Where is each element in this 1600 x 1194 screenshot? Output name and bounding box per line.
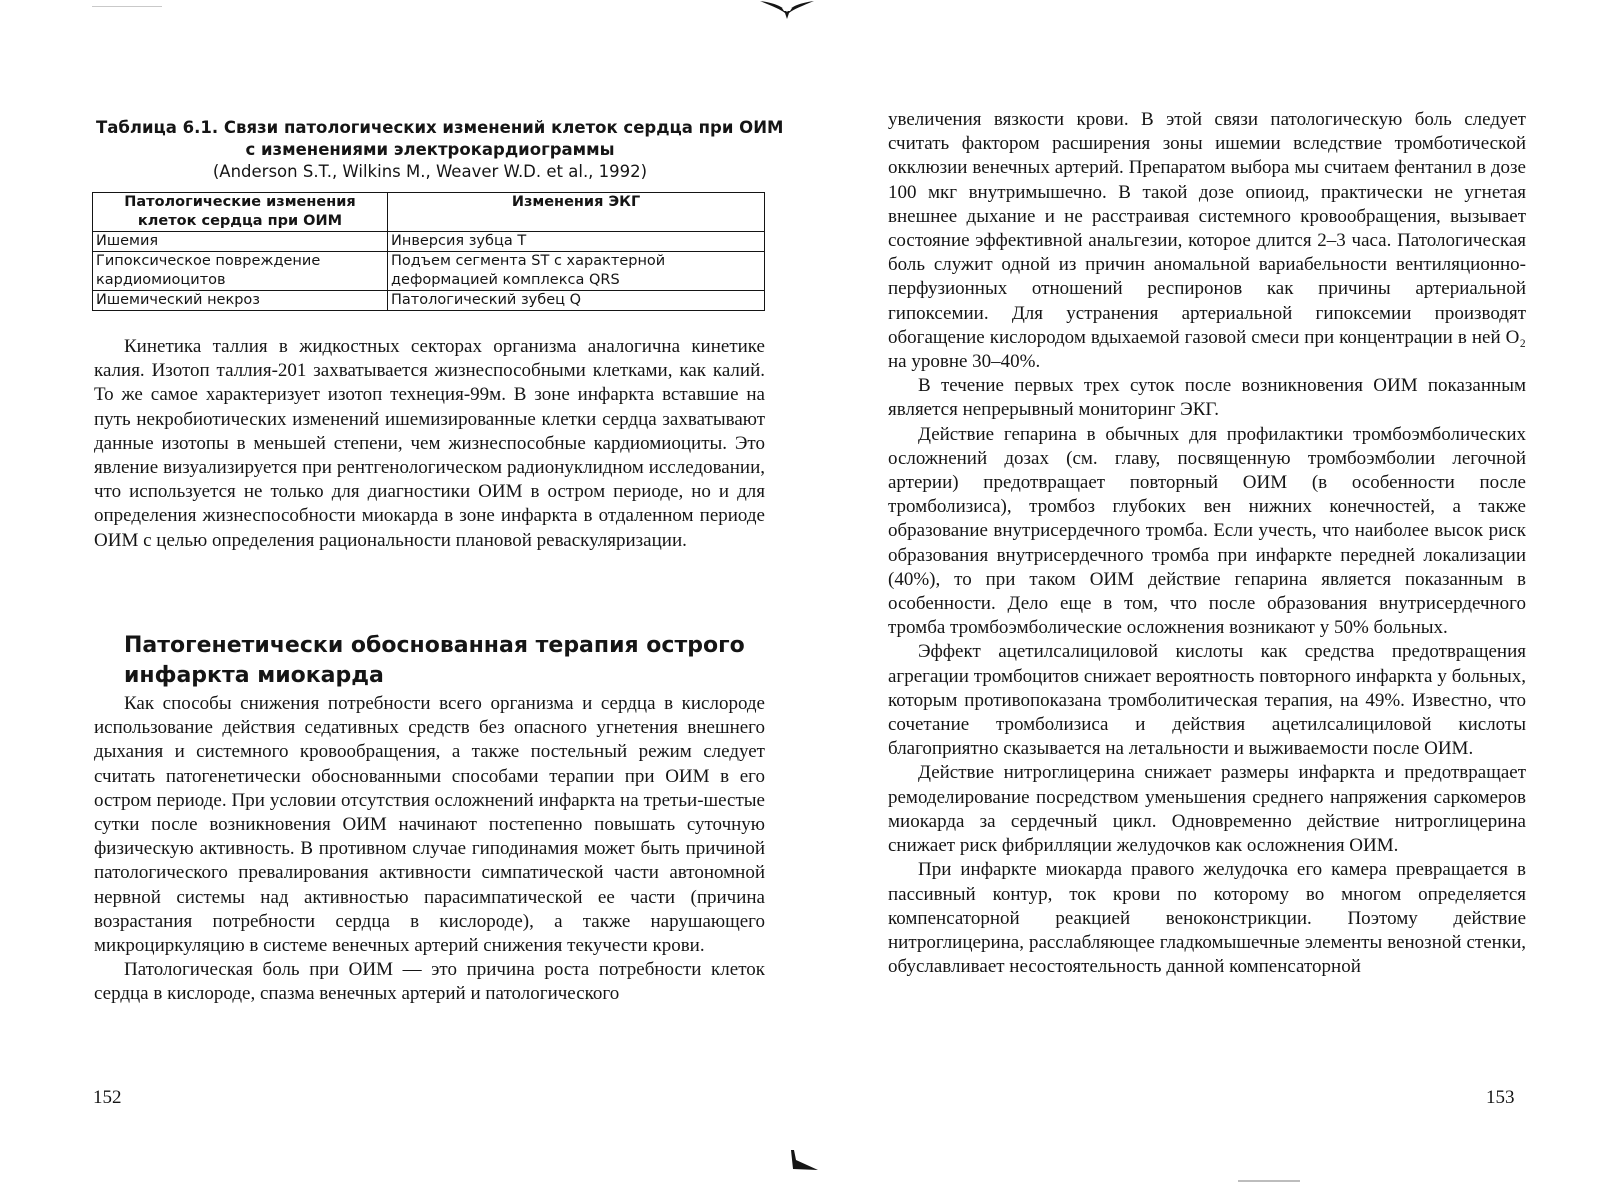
scan-smudge — [1238, 1180, 1300, 1182]
paragraph: Как способы снижения потребности всего организма и сердца в кислороде использование действия седативных средств без опасного угнетения внешнего дыхания и системного кровообращения, а также постельный режим следует считать патогенетически обоснованными способами терапии при ОИМ в его остром периоде. При условии отсутствия осложнений инфаркта на третьи-шестые сутки после возникновения ОИМ начинают постепенно повышать суточную физическую активность. В противном случае гиподинамия может быть причиной патологического превалирования активности симпатической части автономной нервной системы над активностью парасимпатической ее части (причина возрастания потребности сердца в кислороде), а также нарушающего микроциркуляцию в системе венечных артерий снижения текучести крови. — [94, 693, 765, 957]
left-body-text-top — [94, 335, 765, 553]
caption-line-2: с изменениями электрокардиограммы — [245, 140, 615, 159]
table-cell: Гипоксическое повреждение кардиомиоцитов — [93, 252, 388, 291]
paragraph: Действие гепарина в обычных для профилактики тромбоэмболических осложнений дозах (см. главу, посвященную тромбоэмболии легочной артерии) предотвращает повторный ОИМ (в особенности после тромболизиса), тромбоз глубоких вен нижних конечностей, а также образование внутрисердечного тромба. Если учесть, что наиболее высок риск образования внутрисердечного тромба при инфаркте передней локализации (40%), то при таком ОИМ действие гепарина является показанным в особенности. Дело еще в том, что после образования внутрисердечного тромба тромбоэмболические осложнения возникают у 50% больных. — [888, 423, 1526, 639]
arrow-ornament-icon — [790, 1150, 820, 1172]
paragraph: В течение первых трех суток после возникновения ОИМ показанным является непрерывный мониторинг ЭКГ. — [888, 375, 1526, 421]
table-caption — [96, 117, 784, 183]
table-cell: Инверсия зубца Т — [388, 232, 765, 252]
section-heading — [124, 631, 764, 691]
table-cell: Ишемический некроз — [93, 291, 388, 311]
table-row — [93, 232, 765, 252]
table-row — [93, 252, 765, 291]
table-header-cell: Изменения ЭКГ — [388, 193, 765, 232]
paragraph: Патологическая боль при ОИМ — это причина роста потребности клеток сердца в кислороде, спазма венечных артерий и патологического — [94, 959, 765, 1005]
bird-ornament-icon — [760, 0, 814, 20]
page-number-left: 152 — [93, 1087, 122, 1108]
paragraph: Эффект ацетилсалициловой кислоты как средства предотвращения агрегации тромбоцитов снижает вероятность повторного инфаркта у больных, которым противопоказана тромболитическая терапия, на 49%. Известно, что сочетание тромболизиса и действия ацетилсалициловой кислоты благоприятно сказывается на летальности и выживаемости после ОИМ. — [888, 641, 1526, 760]
left-body-text-bottom — [94, 692, 765, 1007]
table-cell: Подъем сегмента ST с характерной деформацией комплекса QRS — [388, 252, 765, 291]
paragraph: Действие нитроглицерина снижает размеры инфаркта и предотвращает ремоделирование посредством уменьшения среднего напряжения саркомеров миокарда за сердечный цикл. Одновременно действие нитроглицерина снижает риск фибрилляции желудочков как осложнения ОИМ. — [888, 762, 1526, 857]
table-header-cell: Патологические изменения клеток сердца при ОИМ — [93, 193, 388, 232]
table-row — [93, 291, 765, 311]
right-body-text — [888, 108, 1526, 979]
caption-source: (Anderson S.T., Wilkins M., Weaver W.D. et al., 1992) — [212, 162, 648, 181]
paragraph: Кинетика таллия в жидкостных секторах организма аналогична кинетике калия. Изотоп таллия-201 захватывается жизнеспособными клетками, как калий. То же самое характеризует изотоп технеция-99м. В зоне инфаркта вставшие на путь некробиотических изменений ишемизированные клетки сердца захватывают данные изотопы в меньшей степени, чем жизнеспособные кардиомиоциты. Это явление визуализируется при рентгенологическом радионуклидном исследовании, что используется не только для диагностики ОИМ в остром периоде, но и для определения жизнеспособности миокарда в зоне инфаркта в отдаленном периоде ОИМ с целью определения рациональности плановой реваскуляризации. — [94, 336, 765, 551]
page-number-right: 153 — [1486, 1087, 1515, 1108]
paragraph: увеличения вязкости крови. В этой связи патологическую боль следует считать фактором расширения зоны ишемии вследствие тромботической окклюзии венечных артерий. Препаратом выбора мы считаем фентанил в дозе 100 мкг внутримышечно. В такой дозе опиоид, практически не угнетая внешнее дыхание и не расстраивая системного кровообращения, вызывает состояние эффективной анальгезии, которое длится 2–3 часа. Патологическая боль служит одной из причин аномальной вариабельности вентиляционно-перфузионных отношений респиронов как причины артериальной гипоксемии. Для устранения артериальной гипоксемии производят обогащение кислородом вдыхаемой газовой смеси при концентрации в ней O₂ на уровне 30–40%. — [888, 109, 1526, 373]
scan-smudge — [92, 6, 162, 7]
paragraph: При инфаркте миокарда правого желудочка его камера превращается в пассивный контур, ток крови по которому во многом определяется компенсаторной реакцией веноконстрикции. Поэтому действие нитроглицерина, расслабляющее гладкомышечные элементы венозной стенки, обуславливает несостоятельность данной компенсаторной — [888, 859, 1526, 978]
table-cell: Патологический зубец Q — [388, 291, 765, 311]
table-header-row — [93, 193, 765, 232]
section-heading-line-1: Патогенетически обоснованная терапия острого — [124, 633, 745, 658]
section-heading-line-2: инфаркта миокарда — [124, 663, 384, 688]
caption-line-1: Таблица 6.1. Связи патологических изменений клеток сердца при ОИМ — [96, 118, 784, 137]
ecg-changes-table — [92, 192, 765, 311]
table-cell: Ишемия — [93, 232, 388, 252]
